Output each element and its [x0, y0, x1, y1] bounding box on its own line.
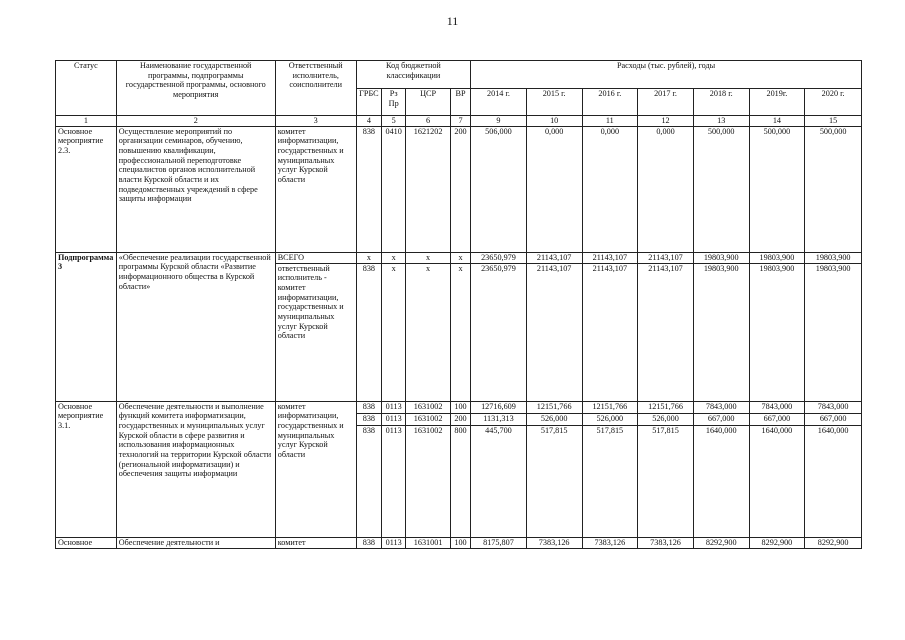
code-cell: x — [450, 252, 470, 263]
code-value: 200 — [451, 413, 470, 425]
column-number: 14 — [749, 116, 805, 127]
value: 7843,000 — [705, 401, 737, 411]
code-value: 838 — [357, 413, 381, 425]
code-value: 838 — [362, 401, 376, 411]
value: 12716,609 — [481, 401, 516, 411]
header-year: 2015 г. — [526, 89, 582, 116]
value: 1640,000 — [805, 425, 861, 437]
value-cell — [693, 401, 749, 537]
column-number: 4 — [356, 116, 381, 127]
value-cell: 19803,900 — [693, 263, 749, 401]
code-cell: 838 — [356, 263, 381, 401]
value-cell: 0,000 — [582, 126, 638, 252]
column-number: 2 — [116, 116, 275, 127]
value-cell: 506,000 — [471, 126, 527, 252]
value: 7843,000 — [761, 401, 793, 411]
value-cell: 8292,900 — [805, 537, 862, 548]
header-code-col: ГРБС — [356, 89, 381, 116]
code-cell: 1621202 — [406, 126, 451, 252]
row-executor: комитет информатизации, государственных и муниципальных услуг Курской области — [275, 401, 356, 537]
value-cell: 500,000 — [805, 126, 862, 252]
value: 1640,000 — [750, 425, 805, 437]
row-status: Основное мероприятие 3.1. — [56, 401, 117, 537]
row-name: Осуществление мероприятий по организации семинаров, обучению, повышению квалификации, профессиональной переподготовке специалистов органов исполнительной власти Курской области и их подведомственных учреждений в сфере защиты информации — [116, 126, 275, 252]
row-status: Подпрограмма 3 — [56, 252, 117, 401]
column-number: 15 — [805, 116, 862, 127]
value: 517,815 — [638, 425, 693, 437]
value: 12151,766 — [592, 401, 628, 411]
row-status: Основное мероприятие 2.3. — [56, 126, 117, 252]
column-number: 12 — [638, 116, 694, 127]
column-number: 10 — [526, 116, 582, 127]
row-name: «Обеспечение реализации государственной программы Курской области «Развитие информационного общества в Курской области» — [116, 252, 275, 401]
column-number: 1 — [56, 116, 117, 127]
value-cell: 8292,900 — [693, 537, 749, 548]
row-executor: комитет информатизации, государственных и муниципальных услуг Курской области — [275, 126, 356, 252]
column-number: 9 — [471, 116, 527, 127]
table-row — [56, 252, 862, 263]
value-cell: 23650,979 — [471, 252, 527, 263]
header-code-col: ЦСР — [406, 89, 451, 116]
row-status: Основное — [56, 537, 117, 548]
value-cell: 21143,107 — [582, 252, 638, 263]
code-cell: x — [356, 252, 381, 263]
value: 526,000 — [527, 413, 582, 425]
code-cell: 0410 — [382, 126, 406, 252]
header-year: 2017 г. — [638, 89, 694, 116]
code-cell — [450, 401, 470, 537]
value: 667,000 — [805, 413, 861, 425]
value-cell: 7383,126 — [526, 537, 582, 548]
value-cell: 21143,107 — [526, 252, 582, 263]
code-value: 0113 — [385, 401, 402, 411]
value-cell — [749, 401, 805, 537]
row-name: Обеспечение деятельности и выполнение функций комитета информатизации, государственных и муниципальных услуг Курской области в сфере развития и использования информационных технологий на территории Курской области (региональной информатизации) и обеспечения защиты информации — [116, 401, 275, 537]
code-cell — [406, 401, 451, 537]
table-header-row — [56, 61, 862, 89]
value-cell: 21143,107 — [638, 263, 694, 401]
value-cell: 21143,107 — [582, 263, 638, 401]
value-cell: 8175,807 — [471, 537, 527, 548]
column-number: 13 — [693, 116, 749, 127]
header-year: 2016 г. — [582, 89, 638, 116]
value-cell: 500,000 — [749, 126, 805, 252]
code-cell: x — [406, 252, 451, 263]
value: 667,000 — [694, 413, 749, 425]
row-executor-total: ВСЕГО — [275, 252, 356, 263]
code-value: 0113 — [382, 425, 405, 437]
header-budget-code: Код бюджетной классификации — [356, 61, 470, 89]
code-value: 0113 — [382, 413, 405, 425]
code-value: 838 — [357, 425, 381, 437]
code-cell: x — [450, 263, 470, 401]
code-cell — [382, 401, 406, 537]
table-row — [56, 401, 862, 537]
value-cell: 0,000 — [638, 126, 694, 252]
code-cell: 200 — [450, 126, 470, 252]
value: 12151,766 — [536, 401, 572, 411]
code-cell: 0113 — [382, 537, 406, 548]
column-number-row — [56, 116, 862, 127]
value: 1131,313 — [471, 413, 526, 425]
header-year: 2014 г. — [471, 89, 527, 116]
value: 12151,766 — [648, 401, 683, 411]
page-number: 11 — [446, 14, 459, 28]
code-cell — [356, 401, 381, 537]
value-cell — [471, 401, 527, 537]
value-cell: 19803,900 — [805, 263, 862, 401]
code-cell: x — [406, 263, 451, 401]
header-status: Статус — [56, 61, 117, 116]
row-executor: ответственный исполнитель - комитет информатизации, государственных и муниципальных услуг Курской области — [275, 263, 356, 401]
row-name: Обеспечение деятельности и — [116, 537, 275, 548]
header-year: 2018 г. — [693, 89, 749, 116]
expenses-table — [55, 60, 862, 549]
value: 517,815 — [527, 425, 582, 437]
code-cell: x — [382, 252, 406, 263]
value-cell — [638, 401, 694, 537]
code-value: 100 — [454, 401, 467, 411]
value: 445,700 — [471, 425, 526, 437]
header-name: Наименование государственной программы, подпрограммы государственной программы, основного мероприятия — [116, 61, 275, 116]
value-cell — [805, 401, 862, 537]
value-cell: 0,000 — [526, 126, 582, 252]
header-year: 2019г. — [749, 89, 805, 116]
value: 526,000 — [583, 413, 638, 425]
value-cell: 19803,900 — [749, 263, 805, 401]
code-value: 800 — [451, 425, 470, 437]
code-cell: 838 — [356, 126, 381, 252]
code-value: 1631002 — [413, 401, 443, 411]
header-code-col: ВР — [450, 89, 470, 116]
column-number: 5 — [382, 116, 406, 127]
header-executor: Ответственный исполнитель, соисполнители — [275, 61, 356, 116]
value-cell: 7383,126 — [582, 537, 638, 548]
table-row — [56, 126, 862, 252]
value: 667,000 — [750, 413, 805, 425]
value-cell: 23650,979 — [471, 263, 527, 401]
value-cell: 500,000 — [693, 126, 749, 252]
column-number: 3 — [275, 116, 356, 127]
value-cell — [526, 401, 582, 537]
value: 1640,000 — [694, 425, 749, 437]
value: 526,000 — [638, 413, 693, 425]
value-cell: 19803,900 — [749, 252, 805, 263]
column-number: 7 — [450, 116, 470, 127]
value-cell: 19803,900 — [693, 252, 749, 263]
header-year: 2020 г. — [805, 89, 862, 116]
code-cell: 1631001 — [406, 537, 451, 548]
value-cell: 7383,126 — [638, 537, 694, 548]
value-cell: 21143,107 — [638, 252, 694, 263]
value-cell — [582, 401, 638, 537]
code-value: 1631002 — [406, 413, 450, 425]
code-cell: x — [382, 263, 406, 401]
code-value: 1631002 — [406, 425, 450, 437]
code-cell: 100 — [450, 537, 470, 548]
column-number: 11 — [582, 116, 638, 127]
value: 7843,000 — [817, 401, 849, 411]
column-number: 6 — [406, 116, 451, 127]
header-expenses: Расходы (тыс. рублей), годы — [471, 61, 862, 89]
value-cell: 8292,900 — [749, 537, 805, 548]
value-cell: 21143,107 — [526, 263, 582, 401]
table-row — [56, 537, 862, 548]
value: 517,815 — [583, 425, 638, 437]
row-executor: комитет — [275, 537, 356, 548]
code-cell: 838 — [356, 537, 381, 548]
value-cell: 19803,900 — [805, 252, 862, 263]
header-code-col: Рз Пр — [382, 89, 406, 116]
